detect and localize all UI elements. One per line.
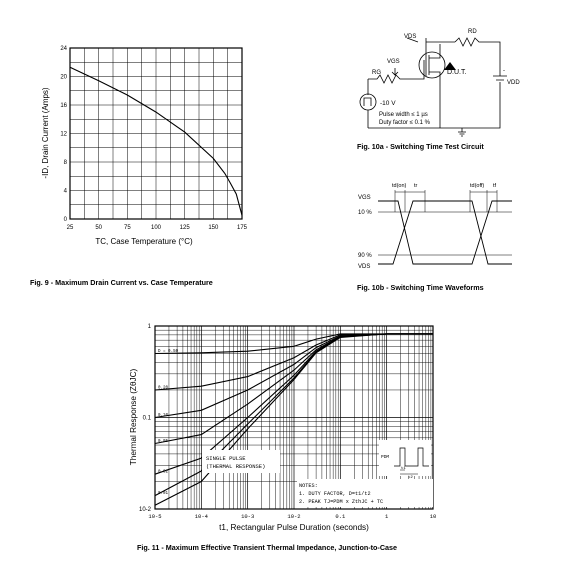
fig11-duty-label: 0.01: [158, 492, 169, 497]
ground-symbol: [458, 128, 466, 136]
fig11-ytick-label: 0.1: [142, 415, 151, 422]
notes-line2: 2. PEAK TJ=PDM x ZthJC + TC: [299, 499, 384, 505]
fig10a-vdd-label: VDD: [507, 80, 520, 86]
fig11-xtick-label: 10: [429, 513, 437, 520]
fig9-ytick-label: 16: [60, 103, 67, 109]
fig10a-dut-label: D.U.T.: [447, 69, 467, 76]
fig10a-rg-label: RG: [372, 70, 381, 76]
vdd-battery: [493, 76, 507, 80]
fig10b-90pct-label: 90 %: [358, 253, 372, 259]
pulse-symbol: [364, 98, 371, 106]
fig10a-caption: Fig. 10a - Switching Time Test Circuit: [357, 142, 484, 151]
fig11-duty-label: 0.20: [158, 386, 169, 391]
fig11-duty-label: 0.05: [158, 439, 169, 444]
fig10a-rd-label: RD: [468, 29, 477, 35]
fig9-ylabel: -ID, Drain Current (Amps): [41, 87, 50, 179]
fig9-ytick-label: 24: [60, 46, 67, 52]
pulse-source: [360, 94, 376, 110]
fig11-chart: [129, 324, 436, 552]
fig9-caption: Fig. 9 - Maximum Drain Current vs. Case Temperature: [30, 278, 213, 287]
fig11-xtick-label: 10-5: [148, 513, 162, 520]
fig11-duty-label: 0.02: [158, 470, 169, 475]
fig9-xtick-label: 125: [179, 225, 190, 231]
fig10b-caption: Fig. 10b - Switching Time Waveforms: [357, 283, 484, 292]
fig11-xlabel: t1, Rectangular Pulse Duration (seconds): [219, 523, 369, 532]
fig11-ylabel: Thermal Response (ZθJC): [129, 368, 138, 466]
single-pulse-sublabel: (THERMAL RESPONSE): [206, 463, 266, 470]
fig11-duty-label: 0.10: [158, 414, 169, 418]
fig10a-duty-factor: Duty factor ≤ 0.1 %: [379, 120, 430, 126]
inset-t2-label: t2: [408, 476, 413, 480]
fig11-xtick-label: 10-2: [287, 513, 301, 520]
fig9-xlabel: TC, Case Temperature (°C): [95, 237, 193, 246]
mosfet-circle: [419, 52, 445, 78]
fig10b-vds-label: VDS: [358, 264, 371, 270]
fig11-xtick-label: 0.1: [335, 513, 346, 520]
gate-wire: [413, 60, 424, 79]
fig10a-v10-label: -10 V: [380, 100, 396, 107]
fig11-xtick-label: 1: [385, 513, 389, 520]
mosfet-symbol: [426, 42, 440, 86]
vgs-waveform: [378, 201, 512, 264]
fig10b-waveforms: [378, 190, 512, 264]
notes-line1: 1. DUTY FACTOR, D=t1/t2: [299, 491, 371, 497]
vds-waveform: [378, 201, 512, 264]
fig9-ytick-label: 8: [63, 160, 67, 166]
fig10b-vgs-label: VGS: [358, 195, 371, 201]
fig9-chart: [30, 46, 248, 287]
fig11-ytick-label: 10-2: [138, 507, 151, 513]
fig9-xtick-label: 100: [150, 225, 162, 231]
fig11-ytick-label: 1: [147, 324, 151, 330]
fig11-caption: Fig. 11 - Maximum Effective Transient Thermal Impedance, Junction-to-Case: [137, 543, 398, 552]
fig10a-vds-label: VDS: [404, 34, 417, 40]
fig9-xtick-label: 25: [66, 225, 74, 231]
fig9-xtick-label: 150: [208, 225, 219, 231]
rg-resistor: [368, 75, 413, 83]
single-pulse-label: SINGLE PULSE: [206, 455, 246, 462]
fig10a-vdd-sign: -: [503, 68, 505, 74]
fig10b-tdon-label: td(on): [392, 183, 407, 189]
fig10a-pulse-width: Pulse width ≤ 1 µs: [379, 112, 428, 118]
fig11-xtick-label: 10-3: [241, 513, 255, 520]
fig11-xtick-label: 10-4: [194, 513, 208, 520]
inset-t1-label: t1: [401, 467, 406, 471]
fig9-ytick-label: 12: [60, 131, 67, 138]
fig9-ytick-label: 4: [63, 188, 67, 195]
fig10b-tdoff-label: td(off): [470, 183, 485, 189]
fig10b-tf-label: tf: [493, 183, 497, 189]
notes-title: NOTES:: [299, 483, 318, 489]
inset-pdm-label: PDM: [381, 455, 390, 460]
fig10a-vgs-label: VGS: [387, 59, 400, 65]
fig9-xtick-label: 75: [123, 225, 131, 231]
fig10b-tr-label: tr: [414, 183, 418, 189]
fig9-xtick-label: 175: [236, 225, 248, 231]
fig11-duty-label: D = 0.50: [158, 350, 179, 355]
fig10b-10pct-label: 10 %: [358, 210, 372, 216]
fig9-xtick-label: 50: [95, 225, 103, 231]
fig9-ytick-label: 0: [63, 217, 67, 223]
vgs-arrow: [392, 68, 398, 75]
fig9-ytick-label: 20: [60, 74, 67, 81]
